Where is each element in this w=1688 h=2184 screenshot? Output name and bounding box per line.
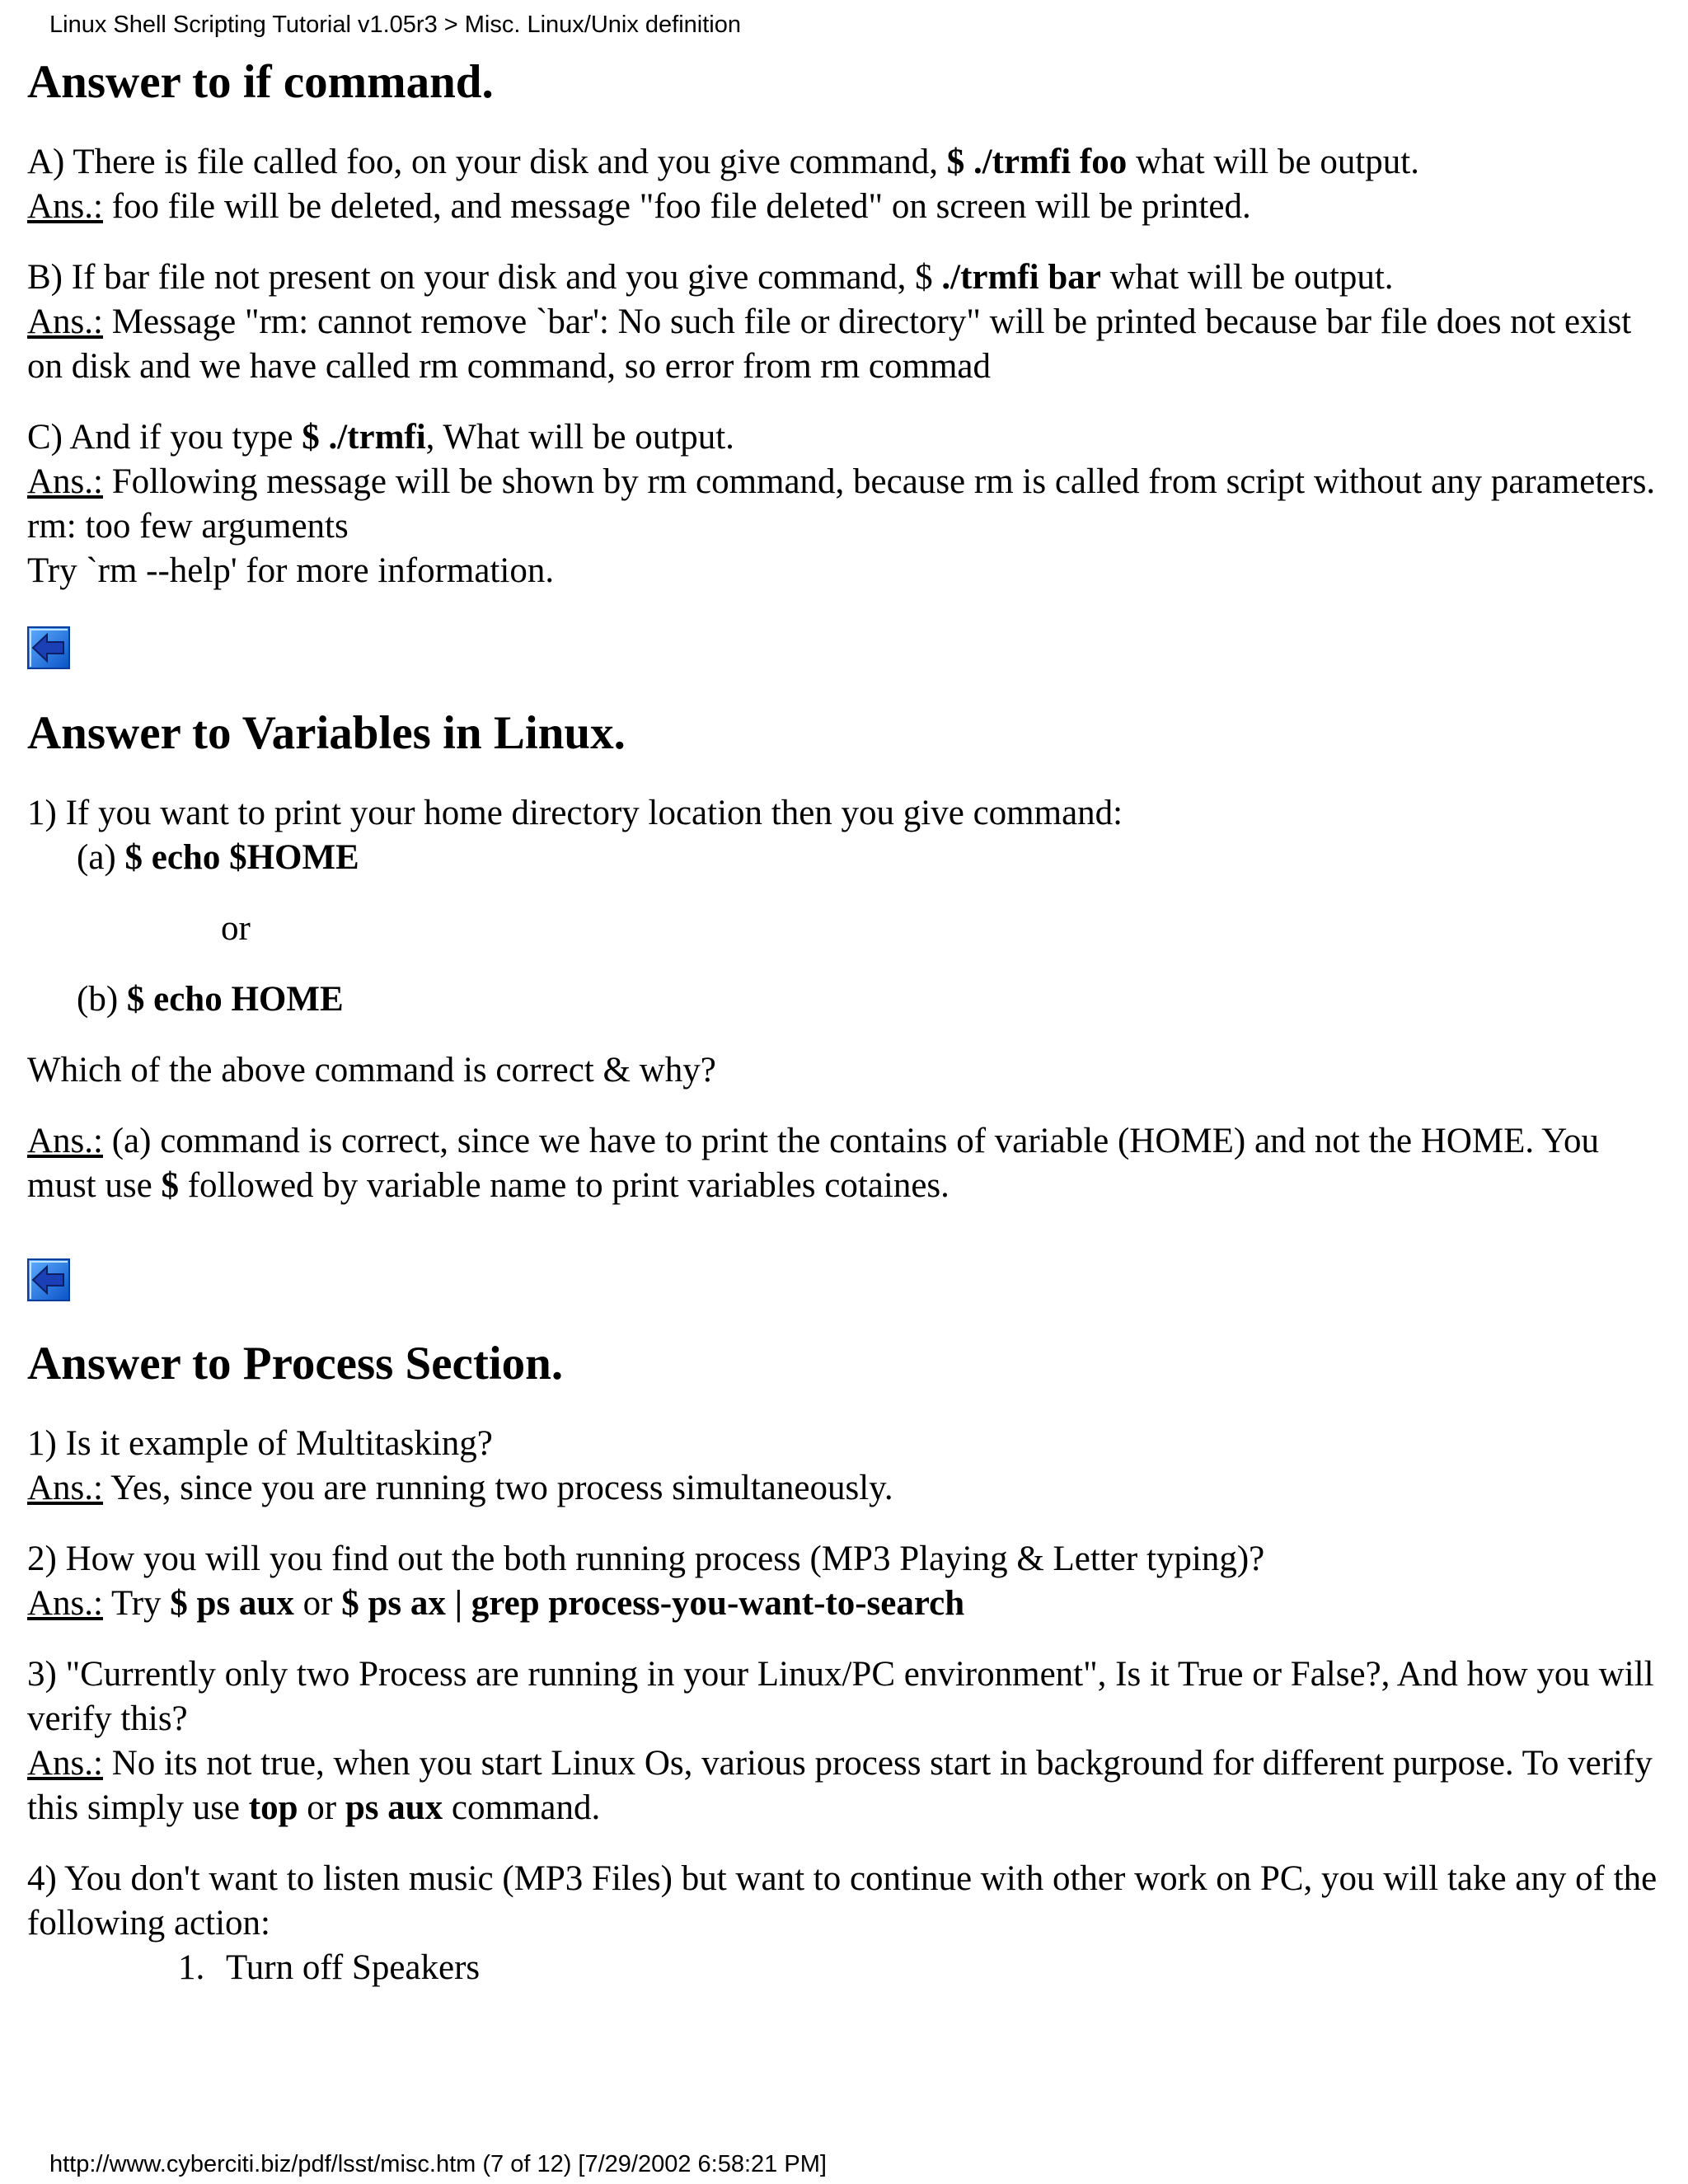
question-a: A) There is file called foo, on your disk and you give command, $ ./trmfi foo what will be output. Ans.: foo file will be deleted, and message "foo file deleted" on screen will be printed. bbox=[27, 143, 1419, 226]
process-question-3: 3) "Currently only two Process are running in your Linux/PC environment", Is it True or False?, And how you will verify this? Ans.: No its not true, when you start Linux Os, various process start in background for different purpose. To verify this simply use top or ps aux command. bbox=[27, 1655, 1654, 1827]
question-c: C) And if you type $ ./trmfi, What will be output. Ans.: Following message will be shown by rm command, because rm is called from script without any parameters. rm: too few arguments Try `rm --help' for more information. bbox=[27, 418, 1656, 590]
question-b: B) If bar file not present on your disk and you give command, $ ./trmfi bar what will be output. Ans.: Message "rm: cannot remove `bar': No such file or directory" will be printed because bar file does not exist on disk and we have called rm command, so error from rm commad bbox=[27, 258, 1632, 386]
page-content bbox=[27, 51, 1667, 1990]
action-list bbox=[27, 1946, 1667, 1990]
process-question-2: 2) How you will you find out the both running process (MP3 Playing & Letter typing)? Ans.: Try $ ps aux or $ ps ax | grep process-you-want-to-search bbox=[27, 1540, 1265, 1623]
ans-label: Ans.: bbox=[27, 302, 103, 341]
back-arrow-link[interactable] bbox=[27, 626, 70, 669]
ans-label: Ans.: bbox=[27, 1122, 103, 1160]
ans-label: Ans.: bbox=[27, 187, 103, 226]
or-text: or bbox=[221, 909, 251, 948]
ans-label: Ans.: bbox=[27, 1744, 103, 1783]
process-question-4: 4) You don't want to listen music (MP3 Files) but want to continue with other work on PC, you will take any of the following action: bbox=[27, 1859, 1658, 1943]
section-title-variables: Answer to Variables in Linux. bbox=[27, 707, 626, 759]
variables-question-1: 1) If you want to print your home directory location then you give command: (a) $ echo $HOME bbox=[27, 794, 1123, 877]
variables-answer: Ans.: (a) command is correct, since we have to print the contains of variable (HOME) and not the HOME. You must use $ followed by variable name to print variables cotaines. bbox=[27, 1122, 1600, 1205]
section-title-if: Answer to if command. bbox=[27, 56, 494, 108]
back-arrow-link-2[interactable] bbox=[27, 1258, 70, 1301]
page-footer: http://www.cyberciti.biz/pdf/lsst/misc.htm (7 of 12) [7/29/2002 6:58:21 PM] bbox=[49, 2151, 827, 2177]
process-question-1: 1) Is it example of Multitasking? Ans.: Yes, since you are running two process simultaneously. bbox=[27, 1424, 893, 1507]
back-arrow-icon bbox=[27, 626, 70, 669]
ans-label: Ans.: bbox=[27, 462, 103, 501]
variables-question-correct: Which of the above command is correct & why? bbox=[27, 1051, 716, 1090]
ans-label: Ans.: bbox=[27, 1584, 103, 1623]
ans-label: Ans.: bbox=[27, 1469, 103, 1507]
section-title-process: Answer to Process Section. bbox=[27, 1338, 564, 1390]
page-header: Linux Shell Scripting Tutorial v1.05r3 > Misc. Linux/Unix definition bbox=[49, 12, 742, 38]
option-b: (b) $ echo HOME bbox=[77, 980, 344, 1019]
back-arrow-icon bbox=[27, 1258, 70, 1301]
list-item: 1. Turn off Speakers bbox=[178, 1948, 481, 1987]
